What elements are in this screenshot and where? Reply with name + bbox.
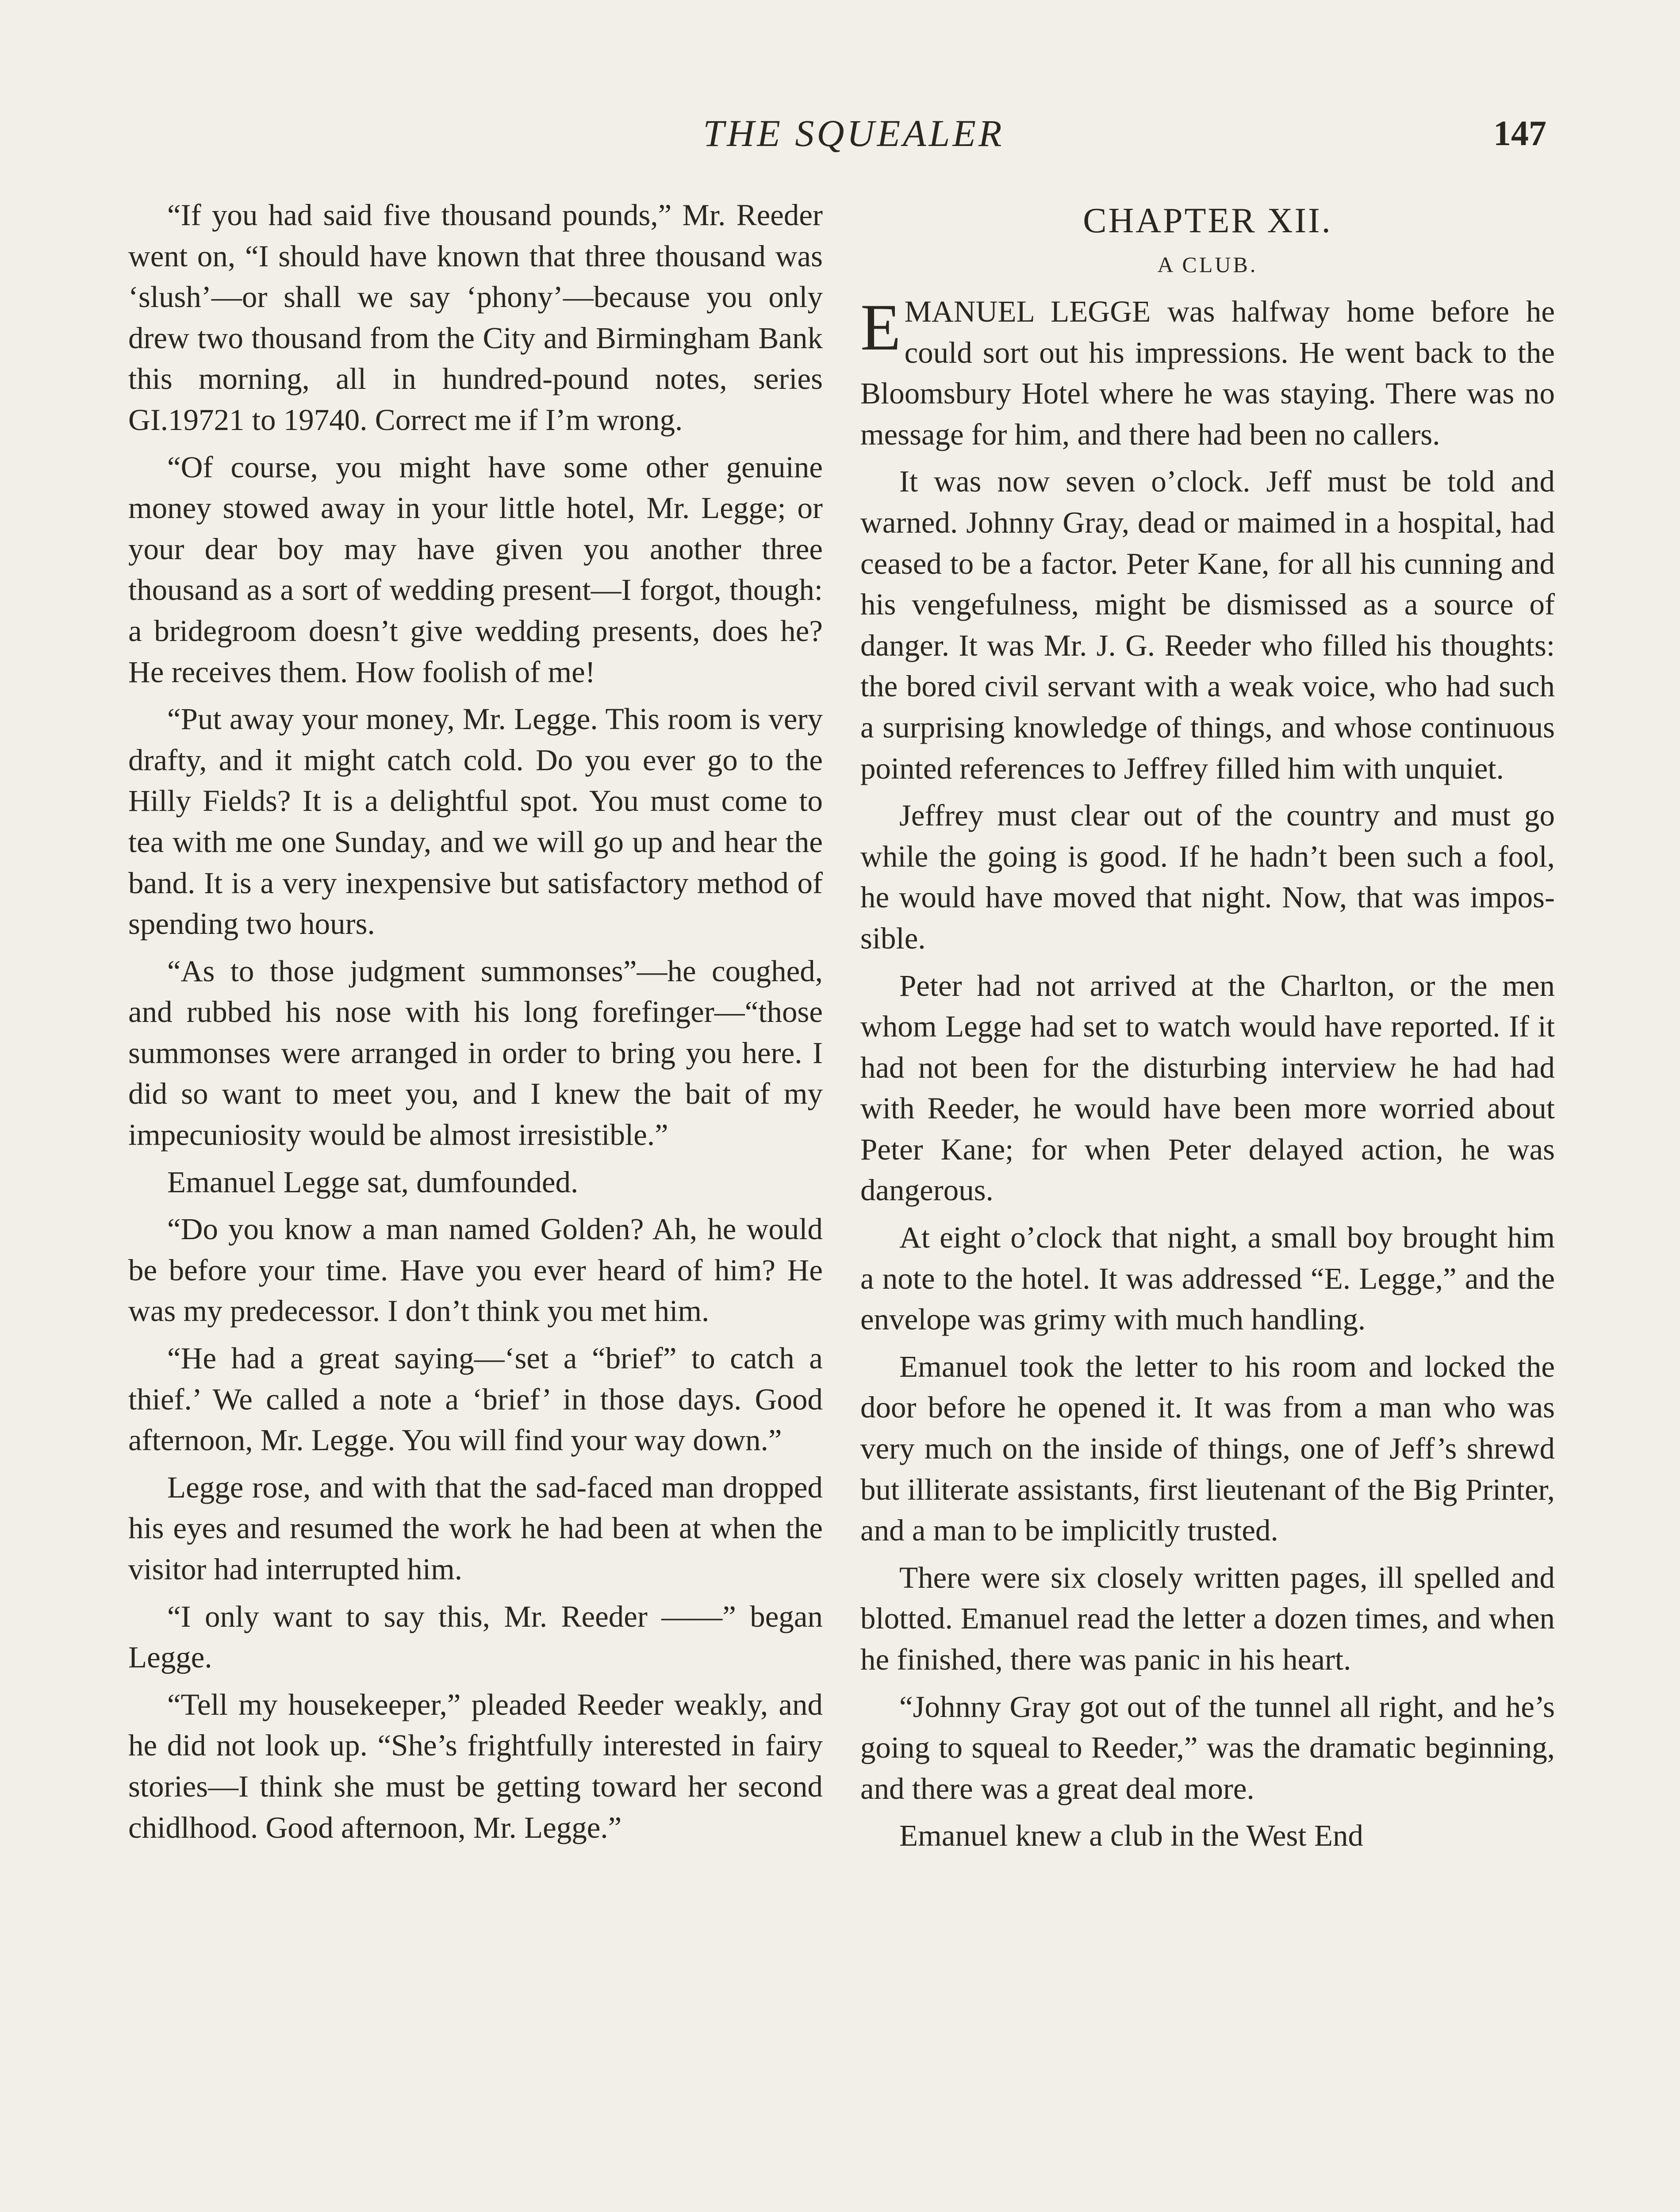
paragraph: “Do you know a man named Golden? Ah, he would be before your time. Have you ever heard of him? He was my predecessor. I don’t think you met him.	[128, 1212, 823, 1328]
paragraph: There were six closely written pages, ill spelled and blotted. Emanuel read the letter a dozen times, and when he finished, there was panic in his heart.	[860, 1560, 1555, 1676]
chapter-title: CHAPTER XII.	[1083, 201, 1332, 240]
opening-text: MANUEL LEGGE was halfway home before he could sort out his impressions. He went back to the Bloomsbury Hotel where he was staying. There was no message for him, and there had been no callers.	[860, 295, 1555, 451]
paragraph: “He had a great saying—‘set a “brief” to catch a thief.’ We called a note a ‘brief’ in those days. Good afternoon, Mr. Legge. You will find your way down.”	[128, 1341, 823, 1457]
paragraph: Emanuel took the letter to his room and locked the door before he opened it. It was from a man who was very much on the inside of things, one of Jeff’s shrewd but illiterate assistants, first lieutenant of the Big Printer, and a man to be implicitly trusted.	[860, 1349, 1555, 1548]
paragraph: Emanuel Legge sat, dumfounded.	[167, 1165, 579, 1199]
paragraph: Jeffrey must clear out of the country and must go while the going is good. If he hadn’t been such a fool, he would have moved that night. Now, that was impossible.	[860, 799, 1555, 955]
paragraph: “Of course, you might have some other genuine money stowed away in your little hotel, Mr. Legge; or your dear boy may have given you another three thousand as a sort of wedding present—I forgot, though: a bridegroom doesn’t give wedding presents, does he? He receives them. How foolish of me!	[128, 450, 823, 689]
left-column	[128, 195, 823, 1854]
paragraph: Legge rose, and with that the sad-faced man dropped his eyes and resumed the work he had been at when the visitor had interrupted him.	[128, 1470, 823, 1586]
paragraph: Emanuel knew a club in the West End	[899, 1819, 1363, 1853]
chapter-subtitle: A CLUB.	[1157, 252, 1258, 277]
chapter-opening-paragraph	[860, 291, 1555, 455]
paragraph: “As to those judgment summonses”—he coughed, and rubbed his nose with his long forefinger—“those summonses were arranged in order to bring you here. I did so want to meet you, and I knew the bait of my impecuniosity would be almost irresistible.”	[128, 954, 823, 1152]
paragraph: It was now seven o’clock. Jeff must be told and warned. Johnny Gray, dead or maimed in a hospital, had ceased to be a factor. Peter Kane, for all his cunning and his vengefulness, might be dismissed as a source of danger. It was Mr. J. G. Reeder who filled his thoughts: the bored civil servant with a weak voice, who had such a surprising knowledge of things, and whose continuous pointed references to Jeffrey filled him with unquiet.	[860, 465, 1555, 785]
right-column	[860, 195, 1555, 1863]
page-number: 147	[1493, 114, 1546, 153]
paragraph: “Tell my housekeeper,” pleaded Reeder weakly, and he did not look up. “She’s frightfully interested in fairy stories—I think she must be getting toward her second chidlhood. Good afternoon, Mr. Legge.”	[128, 1687, 823, 1844]
running-head-title: THE SQUEALER	[703, 112, 1005, 154]
drop-cap: E	[860, 291, 901, 364]
paragraph: “Put away your money, Mr. Legge. This room is very drafty, and it might catch cold. Do you ever go to the Hilly Fields? It is a delightful spot. You must come to tea with me one Sunday, and we will go up and hear the band. It is a very inexpensive but satisfactory method of spending two hours.	[128, 702, 823, 941]
paragraph: At eight o’clock that night, a small boy brought him a note to the hotel. It was addressed “E. Legge,” and the envelope was grimy with much handling.	[860, 1221, 1555, 1336]
paragraph: “I only want to say this, Mr. Reeder ——” began Legge.	[128, 1599, 823, 1674]
paragraph: “If you had said five thousand pounds,” Mr. Reeder went on, “I should have known that three thousand was ‘slush’—or shall we say ‘phony’—because you only drew two thousand from the City and Birmingham Bank this morning, all in hundred-pound notes, series GI.19721 to 19740. Correct me if I’m wrong.	[128, 198, 823, 437]
paragraph: Peter had not arrived at the Charlton, or the men whom Legge had set to watch would have reported. If it had not been for the disturbing interview he had had with Reeder, he would have been more worried about Peter Kane; for when Peter delayed action, he was dangerous.	[860, 968, 1555, 1207]
paragraph: “Johnny Gray got out of the tunnel all right, and he’s going to squeal to Reeder,” was the dramatic beginning, and there was a great deal more.	[860, 1690, 1555, 1805]
